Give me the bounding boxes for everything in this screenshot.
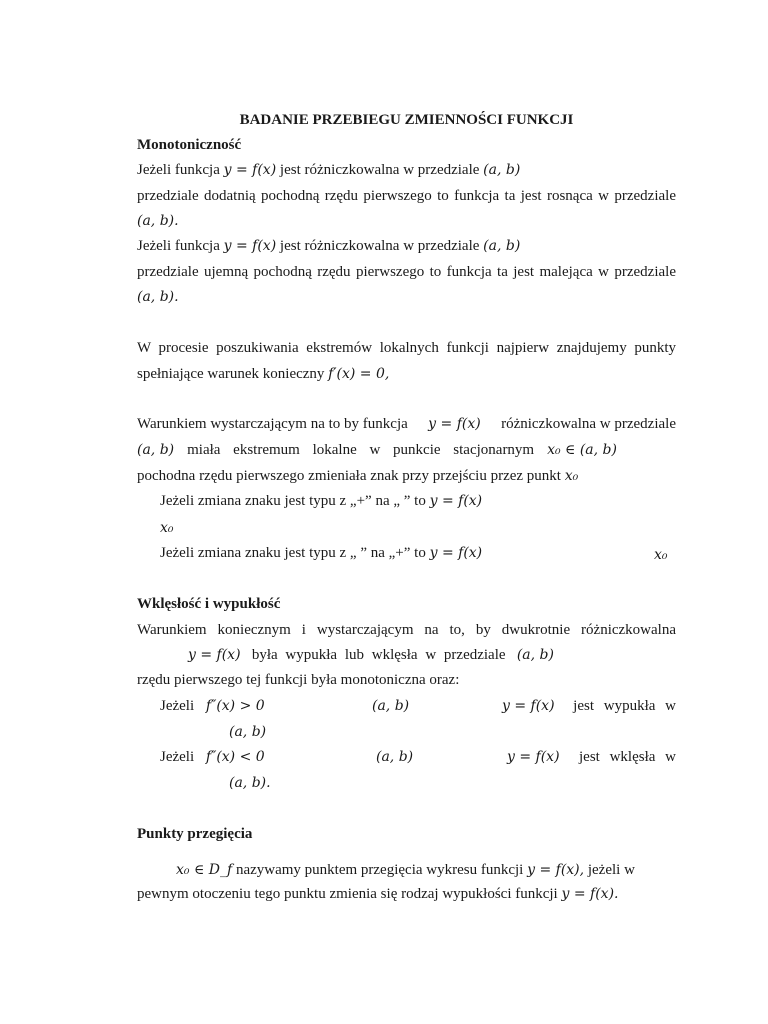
monotonicity-line-6: (a, b). — [137, 289, 179, 305]
extrema-line-3 — [137, 414, 676, 434]
extrema-line-4 — [137, 440, 617, 460]
formula: y = f(x) — [429, 545, 483, 561]
variable: x₀ — [564, 468, 579, 484]
text: Jeżeli funkcja — [137, 238, 220, 254]
formula: y = f(x) — [429, 493, 483, 509]
concavity-case-1-interval: (a, b) — [372, 698, 410, 714]
text: nazywamy punktem przegięcia wykresu funkcji — [235, 862, 524, 878]
monotonicity-line-5: przedziale ujemną pochodną rzędu pierwszego to funkcja ta jest malejąca w przedziale — [137, 264, 676, 280]
formula: f′(x) = 0, — [328, 366, 390, 382]
text: miała ekstremum lokalne w punkcie stacjonarnym — [187, 442, 535, 458]
formula: y = f(x) — [502, 698, 555, 714]
concavity-case-2-cont: (a, b). — [229, 775, 271, 791]
formula: y = f(x) — [428, 416, 481, 432]
text: jeżeli w — [587, 862, 635, 878]
section-heading-concavity: Wklęsłość i wypukłość — [137, 596, 281, 612]
formula: f″(x) > 0 — [205, 698, 265, 714]
text: jest wklęsła w — [579, 749, 676, 765]
monotonicity-line-1 — [137, 160, 520, 180]
section-heading-inflection: Punkty przegięcia — [137, 826, 253, 842]
text: różniczkowalna w przedziale — [501, 416, 676, 432]
formula: (a, b) — [137, 442, 175, 458]
formula: (a, b) — [483, 162, 521, 178]
concavity-case-1-result — [502, 696, 676, 716]
text: spełniające warunek konieczny — [137, 366, 325, 382]
text: Jeżeli zmiana znaku jest typu z „ ” na „+” to — [160, 545, 426, 561]
text: Jeżeli zmiana znaku jest typu z „+” na „ ” to — [160, 493, 426, 509]
text: Jeżeli — [160, 749, 195, 765]
extrema-line-7: x₀ — [160, 520, 174, 536]
concavity-line-1: Warunkiem koniecznym i wystarczającym na to, by dwukrotnie różniczkowalna — [137, 622, 676, 638]
formula: f″(x) < 0 — [205, 749, 265, 765]
text: Jeżeli funkcja — [137, 162, 220, 178]
text: jest różniczkowalna w przedziale — [279, 238, 480, 254]
extrema-line-8-var: x₀ — [654, 547, 668, 563]
text: jest wypukła w — [573, 698, 676, 714]
concavity-line-2 — [188, 645, 554, 665]
concavity-case-1-cont: (a, b) — [229, 724, 267, 740]
inflection-line-2 — [137, 884, 618, 904]
monotonicity-line-2: przedziale dodatnią pochodną rzędu pierwszego to funkcja ta jest rosnąca w przedziale — [137, 188, 676, 204]
text: Jeżeli — [160, 698, 195, 714]
formula: y = f(x) — [223, 238, 277, 254]
monotonicity-line-3: (a, b). — [137, 213, 179, 229]
formula: y = f(x), — [527, 862, 585, 878]
extrema-line-6 — [160, 491, 482, 511]
formula: (a, b) — [516, 647, 554, 663]
concavity-case-2-interval: (a, b) — [376, 749, 414, 765]
section-heading-monotonicity: Monotoniczność — [137, 137, 242, 153]
concavity-line-3: rzędu pierwszego tej funkcji była monotoniczna oraz: — [137, 672, 460, 688]
formula: x₀ ∈ (a, b) — [547, 442, 617, 458]
extrema-line-2 — [137, 364, 389, 384]
formula: (a, b) — [483, 238, 521, 254]
formula: y = f(x). — [561, 886, 619, 902]
text: była wypukła lub wklęsła w przedziale — [251, 647, 506, 663]
inflection-line-1 — [176, 860, 635, 880]
text: pochodna rzędu pierwszego zmieniała znak przy przejściu przez punkt — [137, 468, 561, 484]
concavity-case-1-label — [160, 696, 265, 716]
formula: y = f(x) — [188, 647, 241, 663]
formula: x₀ ∈ D_f — [176, 862, 233, 878]
extrema-line-1: W procesie poszukiwania ekstremów lokalnych funkcji najpierw znajdujemy punkty — [137, 340, 676, 356]
concavity-case-2-result — [507, 747, 676, 767]
extrema-line-8 — [160, 543, 482, 563]
formula: y = f(x) — [223, 162, 277, 178]
page-title: BADANIE PRZEBIEGU ZMIENNOŚCI FUNKCJI — [239, 112, 574, 128]
extrema-line-5 — [137, 466, 578, 486]
concavity-case-2-label — [160, 747, 265, 767]
monotonicity-line-4 — [137, 236, 520, 256]
text: jest różniczkowalna w przedziale — [279, 162, 480, 178]
text: Warunkiem wystarczającym na to by funkcja — [137, 416, 408, 432]
text: pewnym otoczeniu tego punktu zmienia się rodzaj wypukłości funkcji — [137, 886, 558, 902]
formula: y = f(x) — [507, 749, 560, 765]
